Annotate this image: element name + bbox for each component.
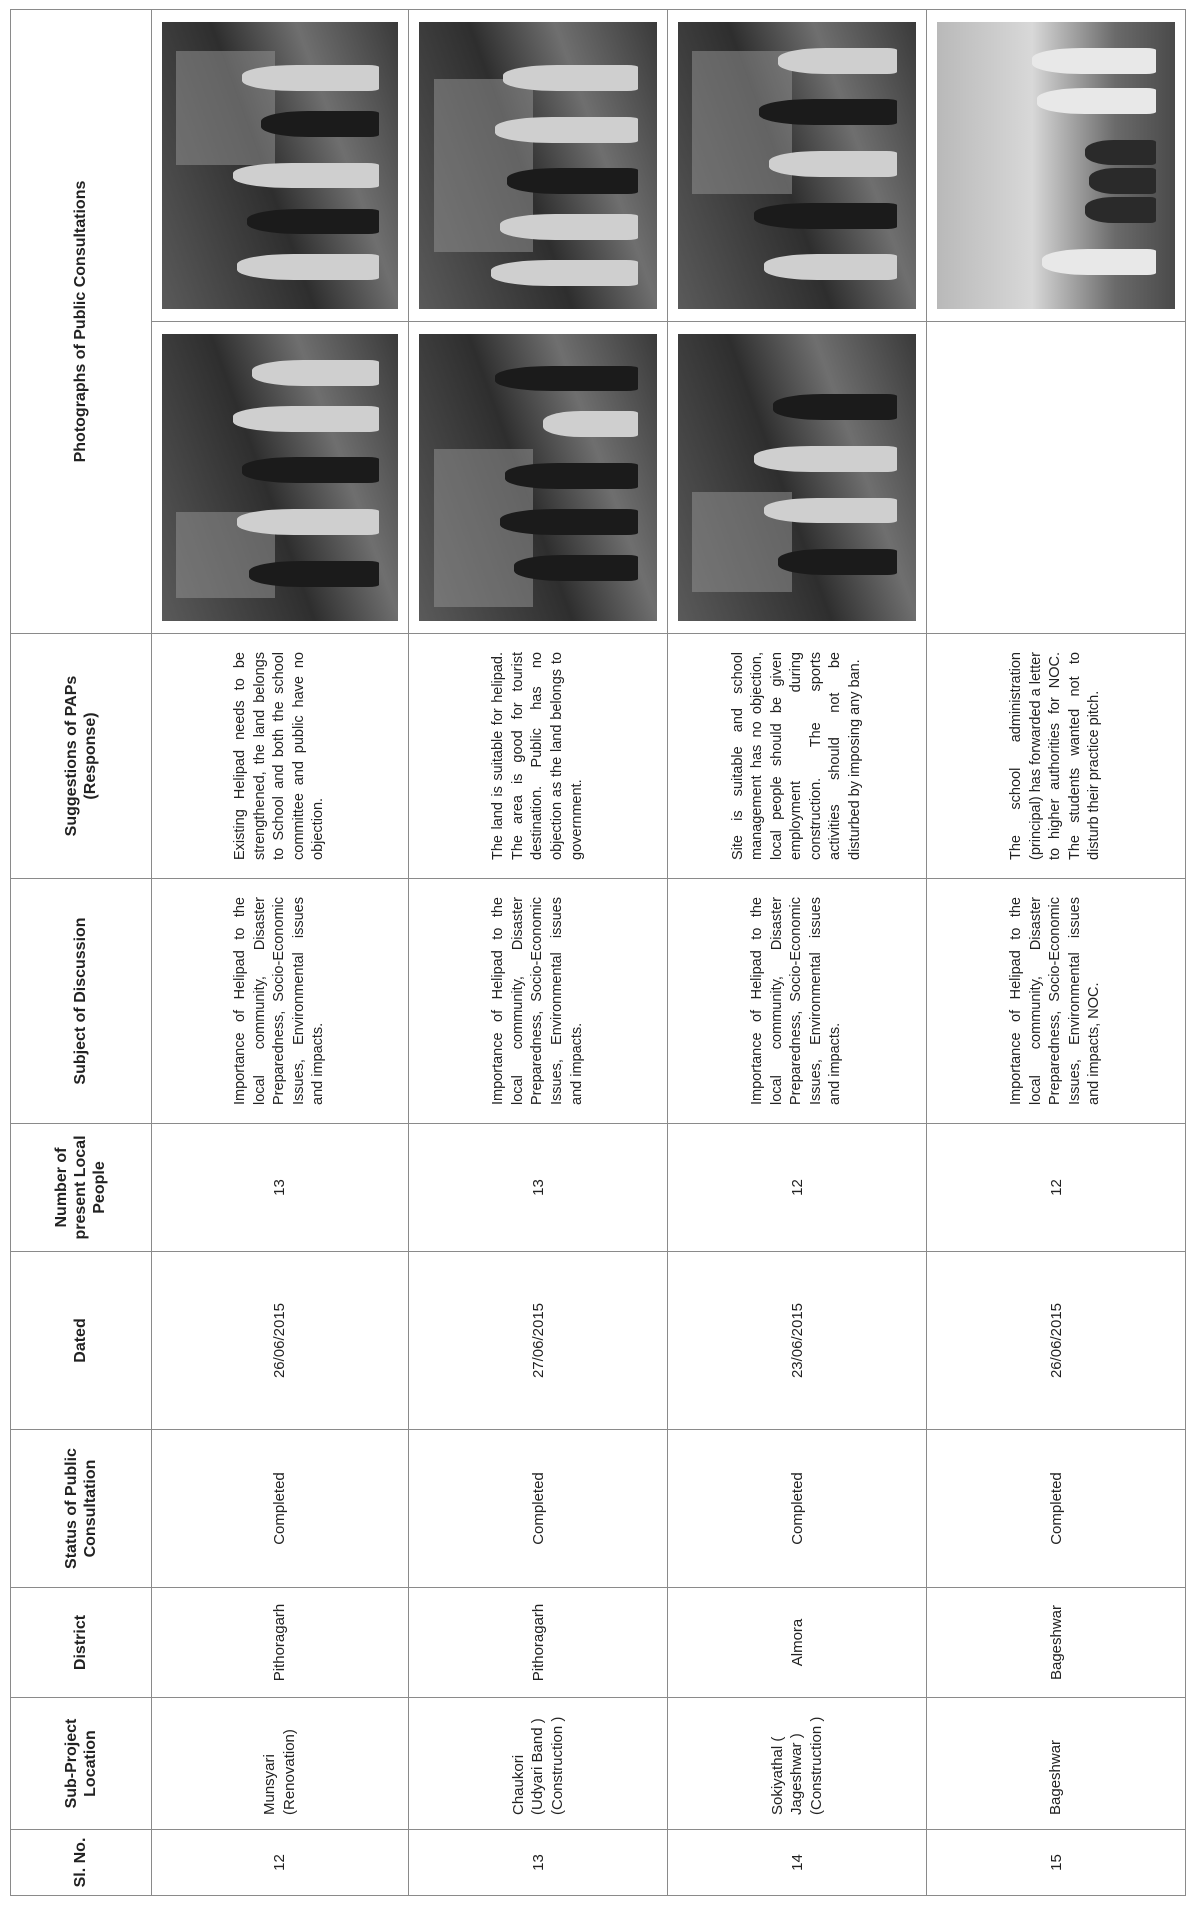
cell-suggestions: Existing Helipad needs to be strengthened, the land belongs to School and both the school committee and public have no objection. <box>151 634 409 879</box>
cell-suggestions: The land is suitable for helipad. The area is good for tourist destination. Public has no objection as the land belongs to government. <box>409 634 668 879</box>
cell-sl-no: 15 <box>927 1830 1186 1896</box>
consultation-photo <box>678 22 916 309</box>
consultation-photo <box>419 334 657 621</box>
consultation-photo <box>419 22 657 309</box>
cell-subject: Importance of Helipad to the local community, Disaster Preparedness, Socio-Economic Issues, Environmental issues and impacts. <box>409 879 668 1124</box>
cell-location: Munsyari (Renovation) <box>151 1698 409 1830</box>
cell-district: Pithoragarh <box>409 1588 668 1698</box>
table-row <box>668 10 927 1896</box>
empty-photo-area <box>937 334 1175 621</box>
photo-cell <box>668 322 927 634</box>
cell-number: 12 <box>927 1124 1186 1252</box>
cell-dated: 26/06/2015 <box>151 1252 409 1430</box>
consultation-photo <box>937 22 1175 309</box>
cell-sl-no: 13 <box>409 1830 668 1896</box>
photo-cell <box>668 10 927 322</box>
cell-suggestions: Site is suitable and school management has no objection, local people should be given employment during construction. The sports activities should not be disturbed by imposing any ban. <box>668 634 927 879</box>
table-row <box>927 10 1186 1896</box>
cell-status: Completed <box>151 1430 409 1588</box>
header-subject: Subject of Discussion <box>11 879 152 1124</box>
header-location: Sub-Project Location <box>11 1698 152 1830</box>
cell-district: Pithoragarh <box>151 1588 409 1698</box>
cell-sl-no: 12 <box>151 1830 409 1896</box>
cell-subject: Importance of Helipad to the local community, Disaster Preparedness, Socio-Economic Issues, Environmental issues and impacts. <box>668 879 927 1124</box>
header-sl-no: Sl. No. <box>11 1830 152 1896</box>
photo-cell <box>151 10 409 322</box>
header-suggestions: Suggestions of PAPs (Response) <box>11 634 152 879</box>
photo-cell <box>409 322 668 634</box>
header-row <box>11 10 152 1896</box>
public-consultation-table <box>10 9 1186 1896</box>
photo-cell <box>927 10 1186 322</box>
cell-dated: 23/06/2015 <box>668 1252 927 1430</box>
photo-cell <box>409 10 668 322</box>
consultation-photo <box>162 334 399 621</box>
header-photos: Photographs of Public Consultations <box>11 10 152 634</box>
cell-district: Bageshwar <box>927 1588 1186 1698</box>
cell-number: 12 <box>668 1124 927 1252</box>
cell-number: 13 <box>151 1124 409 1252</box>
header-dated: Dated <box>11 1252 152 1430</box>
cell-dated: 26/06/2015 <box>927 1252 1186 1430</box>
consultation-photo <box>162 22 399 309</box>
photo-cell-empty <box>927 322 1186 634</box>
cell-sl-no: 14 <box>668 1830 927 1896</box>
table-row <box>151 10 409 1896</box>
header-district: District <box>11 1588 152 1698</box>
cell-subject: Importance of Helipad to the local community, Disaster Preparedness, Socio-Economic Issues, Environmental issues and impacts. <box>151 879 409 1124</box>
cell-number: 13 <box>409 1124 668 1252</box>
cell-dated: 27/06/2015 <box>409 1252 668 1430</box>
photo-cell <box>151 322 409 634</box>
table-row <box>409 10 668 1896</box>
header-status: Status of Public Consultation <box>11 1430 152 1588</box>
cell-location: Chaukori (Udyari Band ) (Construction ) <box>409 1698 668 1830</box>
cell-status: Completed <box>409 1430 668 1588</box>
cell-location: Bageshwar <box>927 1698 1186 1830</box>
cell-status: Completed <box>927 1430 1186 1588</box>
cell-subject: Importance of Helipad to the local community, Disaster Preparedness, Socio-Economic Issues, Environmental issues and impacts, NOC. <box>927 879 1186 1124</box>
consultation-photo <box>678 334 916 621</box>
header-number: Number of present Local People <box>11 1124 152 1252</box>
cell-status: Completed <box>668 1430 927 1588</box>
cell-district: Almora <box>668 1588 927 1698</box>
cell-suggestions: The school administration (principal) has forwarded a letter to higher authorities for NOC. The students wanted not to disturb their practice pitch. <box>927 634 1186 879</box>
cell-location: Sokiyathal ( Jageshwar ) (Construction ) <box>668 1698 927 1830</box>
